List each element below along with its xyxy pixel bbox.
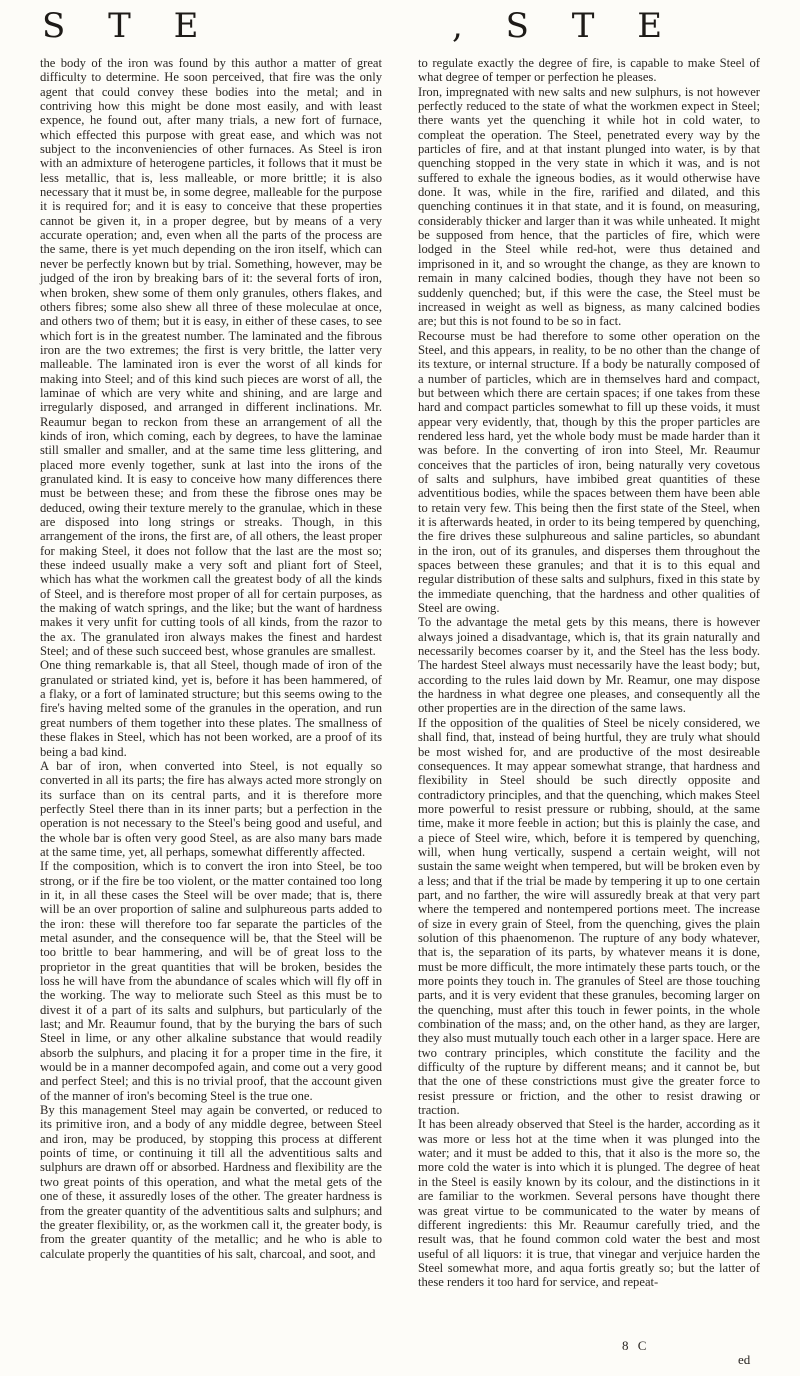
- running-head-left: S T E: [42, 6, 215, 46]
- right-column: [418, 56, 760, 1290]
- running-head-right: , S T E: [452, 6, 679, 46]
- catchword: ed: [738, 1352, 751, 1367]
- paragraph: By this management Steel may again be converted, or reduced to its primitive iron, and a body of any middle degree, between Steel and iron, may be produced, by stopping this process at different points of time, or continuing it till all the adventitious salts and sulphurs are drawn off or absorbed. Hardness and flexibility are the two great points of this operation, and what the metal gets of the one of these, it assuredly loses of the other. The greater hardness is from the greater quantity of the adventitious salts and sulphurs; and the greater flexibility, or, as the workmen call it, the greater body, is from the greater quantity of the metallic; and he who is able to calculate properly the quantities of his salt, charcoal, and soot, and: [40, 1103, 382, 1261]
- paragraph: the body of the iron was found by this author a matter of great difficulty to determine. He soon perceived, that fire was the only agent that could convey these bodies into the metal; and in contriving how this might be done most easily, and with least expence, he found out, after many trials, a new fort of furnace, which effected this purpose with great ease, and which was not subject to the inconveniencies of other furnaces. As Steel is iron with an admixture of heterogene particles, it follows that it must be less metallic, that is, less malleable, or more brittle; it is also necessary that it must be, in some degree, malleable for the purpose it is required for; and it is easy to conceive that these properties cannot be given it, in a proper degree, but by means of a very accurate operation; and, even when all the parts of the process are the same, there is yet much depending on the iron itself, which can never be perfectly known but by trial. Something, however, may be judged of the iron by breaking bars of it: the several forts of iron, when broken, shew some of them only granules, others flakes, and others fibres; some also shew all three of these moleculae at once, and others two of them; but it is easy, in either of these cases, to see which fort is in the greatest number. The laminated and the fibrous iron are the two extremes; the first is very brittle, the latter very malleable. The laminated iron is ever the worst of all kinds for making into Steel; and of this kind such pieces are worst of all, the laminae of which are very white and shining, and are large and irregularly disposed, and arranged in different inclinations. Mr. Reaumur began to reckon from these an arrangement of all the kinds of iron, which coming, each by degrees, to have the laminae still smaller and smaller, and at the same time less glittering, and placed more evenly together, sunk at last into the irons of the granulated kind. It is easy to conceive how many differences there must be between these; and from these the fibrose ones may be deduced, owing their texture merely to the granulae, which in these are disposed into long strings or streaks. Though, in this arrangement of the irons, the first are, of all others, the least proper for making Steel, it does not follow that the last are the most so; these indeed usually make a very soft and pliant fort of Steel, which has what the workmen call the greatest body of all the kinds of Steel, and is therefore most proper of all for certain purposes, as the making of watch springs, and the like; but the want of hardness makes it very unfit for cutting tools of all kinds, from the razor to the ax. The granulated iron always makes the finest and hardest Steel; and of these such succeed best, whose granules are smallest.: [40, 56, 382, 659]
- paragraph: To the advantage the metal gets by this means, there is however always joined a disadvantage, which is, that its grain naturally and necessarily becomes coarser by it, and the Steel has the less body. The hardest Steel always must necessarily have the least body; but, according to the rules laid down by Mr. Reamur, one may dispose the hardness in what degree one pleases, and consequently all the other properties are in the direction of the same laws.: [418, 615, 760, 716]
- paragraph: If the opposition of the qualities of Steel be nicely considered, we shall find, that, instead of being hurtful, they are truly what should be most wished for, and are productive of the most desireable consequences. It may appear somewhat strange, that hardness and flexibility in Steel should be such directly opposite and contradictory principles, and that the quenching, which makes Steel more powerful to resist pressure or rubbing, should, at the same time, make it more feeble in action; but this is plainly the case, and a piece of Steel wire, which, before it is tempered by quenching, will, when hung vertically, suspend a certain weight, will not sustain the same weight when tempered, but will be broken even by a less; and that if the trial be made by tempering it up to one certain part, and no farther, the wire will assuredly break at that very part where the tempered and nontempered portions meet. The increase of size in every grain of Steel, from the quenching, gives the plain solution of this phaenomenon. The rupture of any body whatever, that is, the separation of its parts, by whatever means it is done, must be more difficult, the more intimately these parts touch, or the more points they touch in. The granules of Steel are those touching parts, and it is very evident that these granules, becoming larger on the quenching, must after this touch in fewer points, in the whole combination of the mass; and, on the other hand, as they are larger, they also must mutually touch each other in a larger space. Here are two contrary principles, which constitute the facility and the difficulty of the rupture by different means; and it cannot be, but that the one of these constrictions must give the greater force to resist pressure or friction, and the other to resist drawing or traction.: [418, 715, 760, 1118]
- paragraph: Recourse must be had therefore to some other operation on the Steel, and this appears, in reality, to be no other than the change of its texture, or internal structure. If a body be naturally composed of a number of particles, which are in themselves hard and compact, but between which there are certain spaces; if one takes from these hard and compact particles somewhat to fill up these voids, it must appear very evidently, that, though by this the proper particles are rendered less hard, yet the whole body must be made harder than it was before. In the converting of iron into Steel, Mr. Reaumur conceives that the particles of iron, being naturally very covetous of salts and sulphurs, have imbibed great quantities of these adventitious bodies, while the spaces between them have been able to retain very few. This being then the first state of the Steel, when it is afterwards heated, in order to its being tempered by quenching, the fire drives these sulphureous and saline particles, so abundant in the iron, out of its granules, and disperses them throughout the spaces between these granules; and that it is to this equal and regular distribution of these salts and sulphurs, fixed in this state by the immediate quenching, that the hardness and other qualities of Steel are owing.: [418, 328, 760, 616]
- signature-mark: 8 C: [622, 1338, 650, 1353]
- paragraph: Iron, impregnated with new salts and new sulphurs, is not however perfectly reduced to the state of what the workmen expect in Steel; there wants yet the quenching it while hot in cold water, to compleat the operation. The Steel, penetrated every way by the particles of fire, and at that instant plunged into water, is by that quenching stopped in the very state in which it was, and is not suffered to exhale the igneous bodies, as it would otherwise have done. It was, while in the fire, rarified and dilated, and this quenching continues it in that state, and it is found, on measuring, considerably thicker and larger than it was while unheated. It might be supposed from hence, that the particles of fire, which were lodged in the Steel while red-hot, were thus detained and imprisoned in it, and so wrought the change, as they are known to remain in many calcined bodies, though they have not been so suddenly quenched; but, if this were the case, the Steel must be increased in weight as well as bigness, as many calcined bodies are; but this is not found to be so in fact.: [418, 84, 760, 329]
- paragraph: A bar of iron, when converted into Steel, is not equally so converted in all its parts; the fire has always acted more strongly on its surface than on its central parts, and it is therefore more perfectly Steel there than in its inner parts; but a perfection in the operation is not necessary to the Steel's being good and useful, and the whole bar is often very good Steel, as are also many bars made at the same time, yet, all perhaps, somewhat differently affected.: [40, 758, 382, 859]
- paragraph: It has been already observed that Steel is the harder, according as it was more or less hot at the time when it was plunged into the water; and it must be added to this, that it also is the more so, the more cold the water is into which it is plunged. The degree of heat in the Steel is easily known by its colour, and the distinctions in it are familiar to the workmen. Several persons have thought there was great virtue to be communicated to the water by means of different ingredients: this Mr. Reaumur carefully tried, and the result was, that he found common cold water the best and most useful of all liquors: it is true, that vinegar and verjuice harden the Steel somewhat more, and aqua fortis greatly so; but the latter of these renders it too hard for service, and repeat-: [418, 1117, 760, 1290]
- paragraph: If the composition, which is to convert the iron into Steel, be too strong, or if the fire be too violent, or the matter contained too long in it, in all these cases the Steel will be over made; that is, there will be an over proportion of saline and sulphureous parts added to the iron: these will therefore too far separate the particles of the metal asunder, and the consequence will be, that the Steel will be too brittle to bear hammering, and will be of great loss to the proprietor in the great quantities that will be broken, besides the loss he will have from the abundance of scales which will fly off in the working. The way to meliorate such Steel as this must be to divest it of a part of its salts and sulphurs, but particularly of the last; and Mr. Reaumur found, that by the burying the bars of such Steel in lime, or any other alkaline substance that would readily absorb the sulphurs, and placing it for a proper time in the fire, it would be in a manner decompofed again, and come out a very good and perfect Steel; and this is no trivial proof, that the account given of the manner of iron's becoming Steel is the true one.: [40, 859, 382, 1103]
- paragraph: to regulate exactly the degree of fire, is capable to make Steel of what degree of temper or perfection he pleases.: [418, 56, 760, 85]
- paragraph: One thing remarkable is, that all Steel, though made of iron of the granulated or striated kind, yet is, before it has been hammered, of a flaky, or a fort of laminated structure; but this seems owing to the fire's having melted some of the granules in the operation, and run great numbers of them together into these plates. The smallness of these flakes in Steel, which has not been worked, are a proof of its being a bad kind.: [40, 658, 382, 759]
- left-column: [40, 56, 382, 1261]
